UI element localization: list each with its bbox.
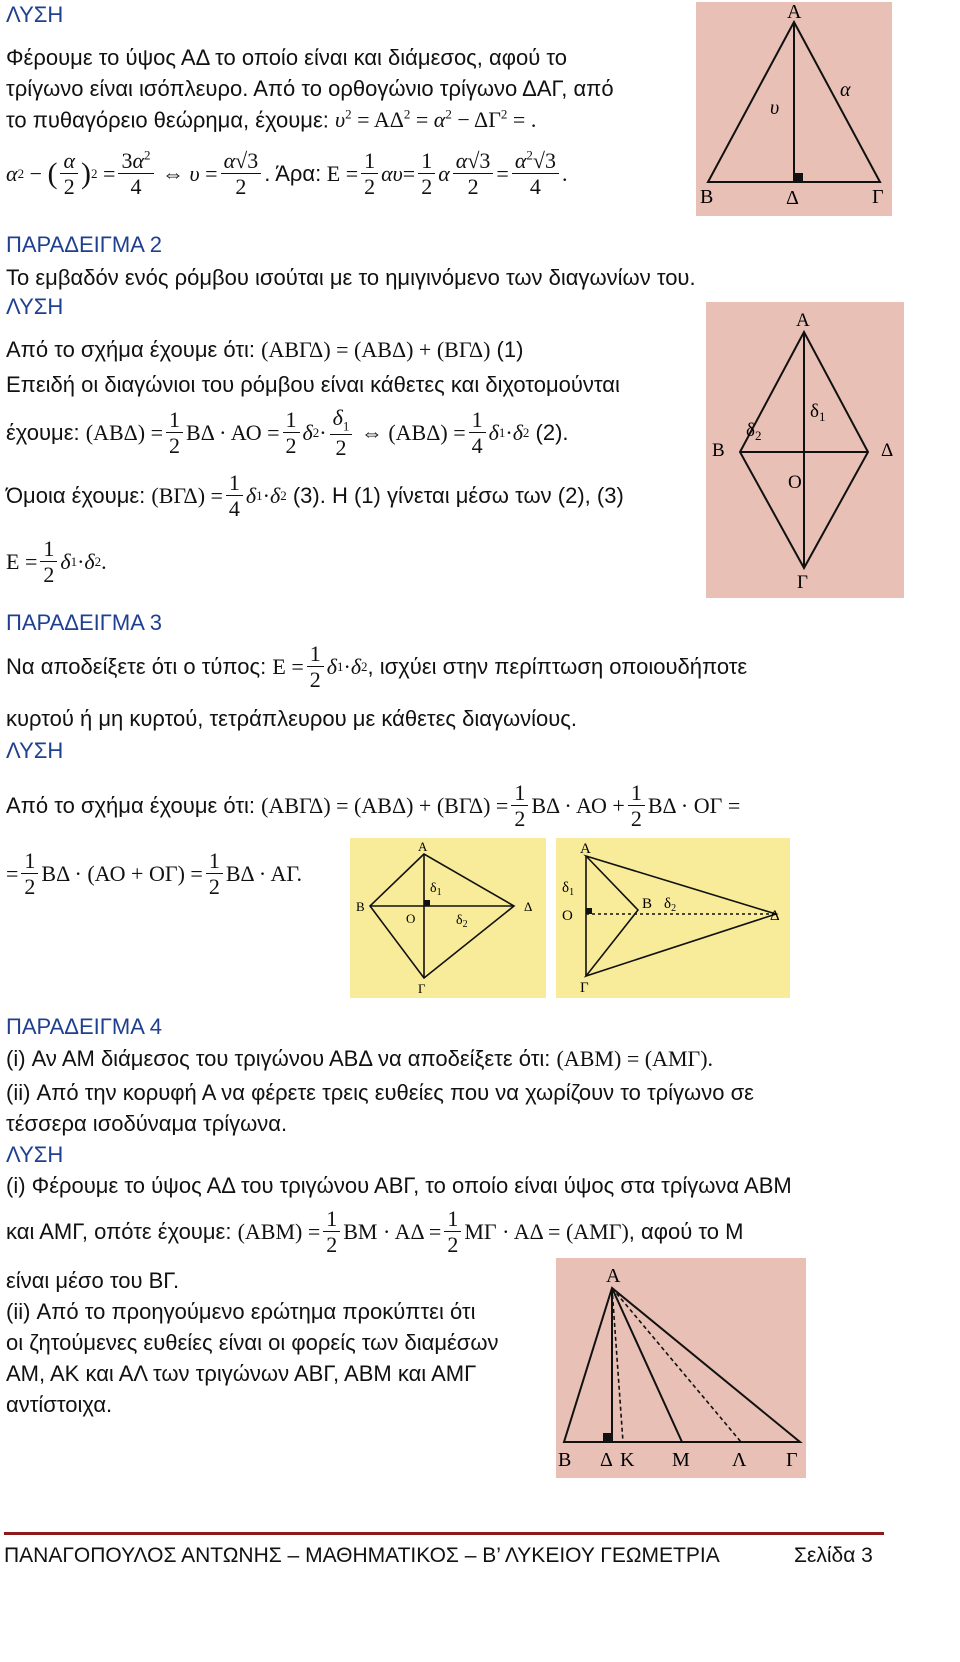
right-angle-mark [794,173,803,182]
equal-area-formula: (ΑΒΜ) = (ΑΜΓ). [556,1046,714,1071]
vertex-label-d: Δ [786,187,799,209]
statement: Το εμβαδόν ενός ρόμβου ισούται με το ημιγινόμενο των διαγωνίων του. [6,265,696,290]
diagonal-label-d1: $\delta_1$ [562,880,575,898]
rhombus-area-result: Ε = $\frac{1}{2}$ δ 1 · δ 2 . [6,536,107,588]
text: (3). Η (1) γίνεται μέσω των (2), (3) [292,482,624,508]
figure-convex-quadrilateral [350,838,546,998]
text-line: Επειδή οι διαγώνιοι του ρόμβου είναι κάθετες και διχοτομούνται [6,372,620,397]
vertex-label-b: Β [356,899,365,914]
text-line [6,1206,743,1258]
text-line [6,641,747,693]
vertex-label-a: Α [580,841,591,857]
example-heading: ΠΑΡΑΔΕΙΓΜΑ 2 [6,232,163,257]
vertex-label-g: Γ [797,572,808,593]
vertex-label-g: Γ [872,186,884,208]
text: , ισχύει στην περίπτωση οποιουδήποτε [367,653,748,679]
text-line [6,337,523,363]
figure-triangle-medians [556,1258,806,1478]
figure-rhombus [706,302,904,598]
figure-equilateral-triangle [696,2,892,216]
vertex-label-o: Ο [788,472,802,493]
vertex-label-g: Γ [786,1449,798,1471]
text-line [6,470,624,522]
right-angle-mark [424,900,430,906]
example-heading: ΠΑΡΑΔΕΙΓΜΑ 4 [6,1014,163,1039]
area-sum-formula: (ΑΒΓΔ) = (ΑΒΔ) + (ΒΓΔ) [261,337,491,362]
vertex-label-b: Β [642,896,653,912]
footer-page-number: Σελίδα 3 [794,1544,873,1567]
eq-number: (2). [535,419,569,445]
solution-heading: ΛΥΣΗ [6,2,64,27]
vertex-label-g: Γ [580,980,589,996]
vertex-label-a: Α [606,1265,621,1287]
text-line: τέσσερα ισοδύναμα τρίγωνα. [6,1111,288,1136]
vertex-label-g: Γ [418,981,426,996]
text-line: κυρτού ή μη κυρτού, τετράπλευρου με κάθετες διαγωνίους. [6,706,578,731]
text: . Άρα: [264,160,322,186]
point-label-k: Κ [620,1449,635,1471]
vertex-label-o: Ο [562,908,573,924]
text-line: (i) Φέρουμε το ύψος ΑΔ του τριγώνου ΑΒΓ, το οποίο είναι ύψος στα τρίγωνα ΑΒΜ [6,1173,792,1198]
triangle-area-formula: (ΒΓΔ) = $\frac{1}{4}$ δ 1 · δ 2 [151,470,287,522]
text-line: τρίγωνο είναι ισόπλευρο. Από το ορθογώνιο τρίγωνο ΔΑΓ, από [6,76,614,101]
text: (i) Αν ΑΜ διάμεσος του τριγώνου ΑΒΔ να αποδείξετε ότι: [6,1046,551,1071]
solution-heading: ΛΥΣΗ [6,1142,64,1167]
vertex-label-b: Β [712,440,725,461]
text-line [6,1046,713,1072]
text-line: (ii) Από το προηγούμενο ερώτημα προκύπτει ότι [6,1299,476,1324]
text-line: (ii) Από την κορυφή Α να φέρετε τρεις ευθείες που να χωρίζουν το τρίγωνο σε [6,1080,754,1105]
height-label-upsilon: υ [770,97,780,119]
footer-author: ΠΑΝΑΓΟΠΟΥΛΟΣ ΑΝΤΩΝΗΣ – ΜΑΘΗΜΑΤΙΚΟΣ – Β’ ΛΥΚΕΙΟΥ ΓΕΩΜΕΤΡΙΑ [4,1544,720,1567]
text: , αφού το Μ [628,1218,744,1244]
text: Από το σχήμα έχουμε ότι: [6,792,256,818]
text-line [6,405,569,461]
solution-heading: ΛΥΣΗ [6,738,64,763]
side-label-alpha: α [840,79,851,101]
vertex-label-a: Α [787,2,802,23]
vertex-label-a: Α [418,839,428,854]
quadrilateral-area-formula: (ΑΒΓΔ) = (ΑΒΔ) + (ΒΓΔ) = $\frac{1}{2}$ ΒΔ · ΑΟ + $\frac{1}{2}$ ΒΔ · ΟΓ = [261,780,741,832]
text-line: είναι μέσο του ΒΓ. [6,1268,180,1293]
area-formula: Ε = $\frac{1}{2}$ δ 1 · δ 2 [272,641,368,693]
diagonal-label-d2: $\delta_2$ [456,913,468,930]
diagonal-label-d2: $\delta_2$ [664,896,677,914]
median-area-formula: (ΑΒΜ) = $\frac{1}{2}$ ΒΜ · ΑΔ = $\frac{1}{2}$ ΜΓ · ΑΔ = (ΑΜΓ) [237,1206,629,1258]
text-line: αντίστοιχα. [6,1392,113,1417]
vertex-label-b: Β [558,1449,572,1471]
vertex-label-d: Δ [770,908,780,924]
triangle-area-formula: (ΑΒΔ) = $\frac{1}{2}$ ΒΔ · ΑΟ = $\frac{1}{2}$ δ 2 · $\frac{\delta_1}{2}$ ⇔ (ΑΒΔ) = $\frac{1}{4}$ δ 1 · δ 2 [85,405,530,461]
right-angle-mark [603,1433,612,1442]
point-label-m: Μ [672,1449,690,1471]
point-label-d: Δ [600,1449,613,1471]
text-line: ΑΜ, ΑΚ και ΑΛ των τριγώνων ΑΒΓ, ΑΒΜ και ΑΜΓ [6,1361,477,1386]
right-angle-mark [586,908,592,914]
vertex-label-d: Δ [881,440,894,461]
text-line [6,780,740,832]
footer-rule-bar [4,1532,884,1535]
text: το πυθαγόρειο θεώρημα, έχουμε: [6,107,329,133]
text-line: οι ζητούμενες ευθείες είναι οι φορείς των διαμέσων [6,1330,499,1355]
vertex-label-d: Δ [524,899,533,914]
diagonal-label-d2: $\delta_2$ [746,420,762,443]
point-label-l: Λ [732,1449,747,1471]
vertex-label-o: Ο [406,911,416,926]
text: Από το σχήμα έχουμε ότι: [6,337,256,362]
eq-number: (1) [496,337,524,362]
text: Όμοια έχουμε: [6,482,146,508]
diagonal-label-d1: $\delta_1$ [810,401,826,424]
example-heading: ΠΑΡΑΔΕΙΓΜΑ 3 [6,610,163,635]
text-line: Φέρουμε το ύψος ΑΔ το οποίο είναι και διάμεσος, αφού το [6,45,567,70]
vertex-label-a: Α [796,310,810,331]
figure-concave-quadrilateral [556,838,790,998]
vertex-label-b: Β [700,186,714,208]
text: Να αποδείξετε ότι ο τύπος: [6,653,267,679]
text: και ΑΜΓ, οπότε έχουμε: [6,1218,232,1244]
height-derivation: α 2 − ( $\frac{\alpha}{2}$ ) 2 = $\frac{3\alpha^2}{4}$ ⇔ υ = $\frac{\alpha√3}{2}$ . Άρα: Ε = $\frac{1}{2}$ αυ = $\frac{1}{2}$ α $\frac{\alpha√3}{2}$ = $\frac{\alpha^2√3}{4}$ . [6,147,568,200]
solution-heading: ΛΥΣΗ [6,294,64,319]
text-line [6,107,536,133]
pythagoras-formula: $\upsilon^2 = A\Delta^2 = \alpha^2 - \Delta\Gamma^2$ = . [335,107,537,133]
text: έχουμε: [6,419,80,445]
diagonal-label-d1: $\delta_1$ [430,881,442,898]
quadrilateral-area-result: = $\frac{1}{2}$ ΒΔ · (ΑΟ + ΟΓ) = $\frac{1}{2}$ ΒΔ · ΑΓ. [6,848,302,900]
figure-background [556,1258,806,1478]
